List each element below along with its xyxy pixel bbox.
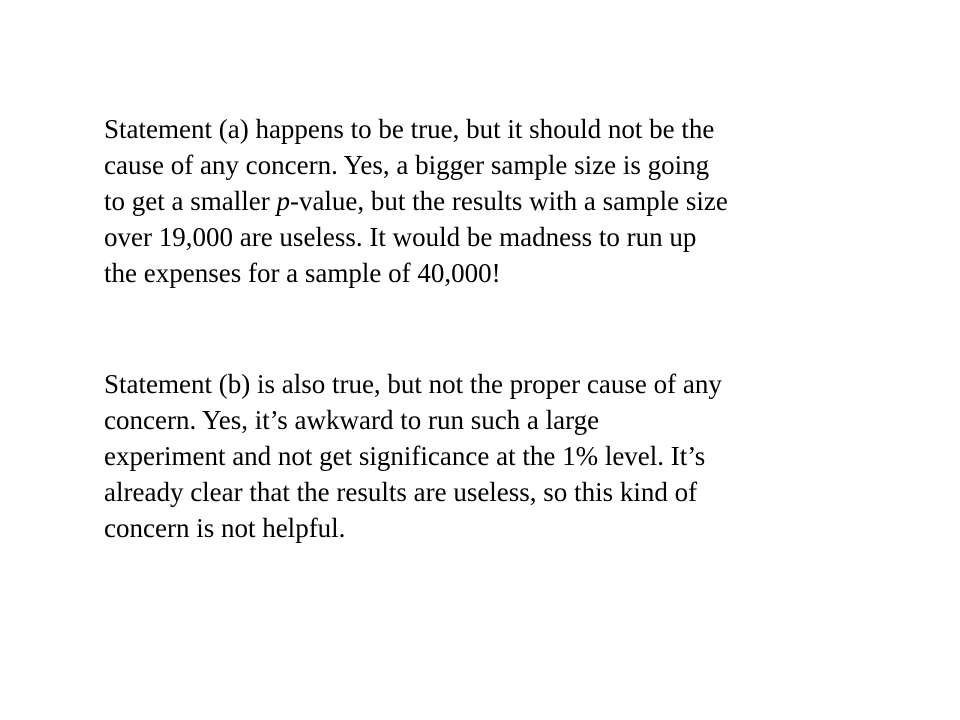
statement-a-line-3 bbox=[104, 183, 844, 219]
statement-b-line-2: concern. Yes, it’s awkward to run such a large bbox=[104, 405, 600, 435]
statement-a-line-1: Statement (a) happens to be true, but it should not be the bbox=[104, 114, 715, 144]
statement-a-line-2: cause of any concern. Yes, a bigger sample size is going bbox=[104, 150, 710, 180]
statement-a-line-4: over 19,000 are useless. It would be madness to run up bbox=[104, 222, 697, 252]
statement-a-line-3-rest: -value, but the results with a sample size bbox=[289, 186, 728, 216]
p-value-italic: p bbox=[276, 186, 290, 216]
statement-b-paragraph bbox=[104, 366, 844, 546]
statement-b-line-5: concern is not helpful. bbox=[104, 513, 346, 543]
statement-a-paragraph bbox=[104, 111, 844, 291]
statement-b-line-4: already clear that the results are useless, so this kind of bbox=[104, 477, 698, 507]
statement-b-line-1: Statement (b) is also true, but not the proper cause of any bbox=[104, 369, 722, 399]
statement-a-line-5: the expenses for a sample of 40,000! bbox=[104, 258, 501, 288]
statement-a-line-3-prefix: to get a smaller bbox=[104, 186, 277, 216]
statement-b-line-3: experiment and not get significance at the 1% level. It’s bbox=[104, 441, 706, 471]
